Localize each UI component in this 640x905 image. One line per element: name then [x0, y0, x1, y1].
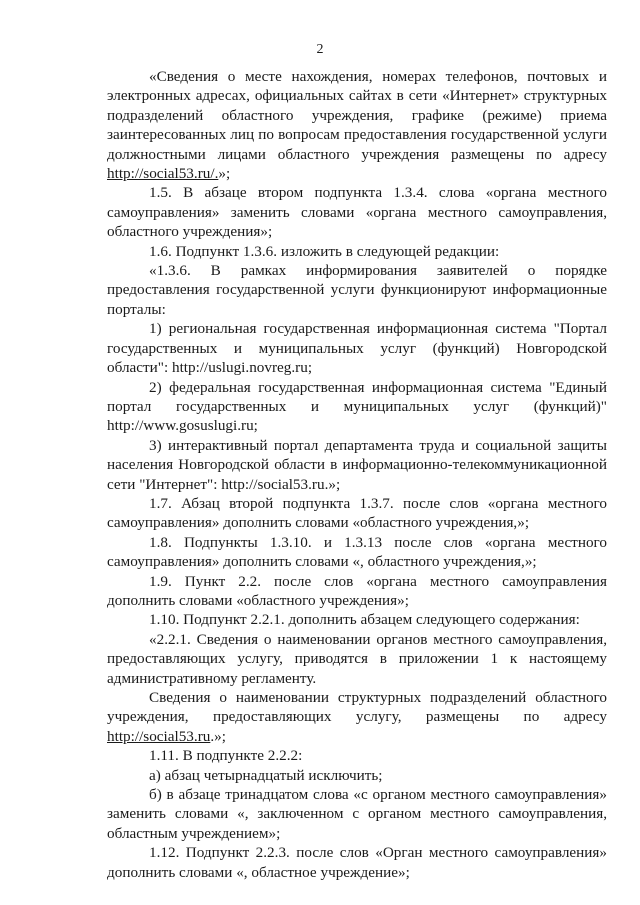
paragraph-portal-3: 3) интерактивный портал департамента труда и социальной защиты населения Новгородской области в информационно-телекоммуникационной сети "Интернет": http://social53.ru.»;: [107, 436, 607, 493]
paragraph-1-6: 1.6. Подпункт 1.3.6. изложить в следующей редакции:: [149, 242, 500, 260]
paragraph-2-2-1: «2.2.1. Сведения о наименовании органов местного самоуправления, предоставляющих услугу, приводятся в приложении 1 к настоящему административному регламенту.: [107, 630, 607, 687]
paragraph-1-11: 1.11. В подпункте 2.2.2:: [149, 747, 303, 765]
paragraph-portal-1: 1) региональная государственная информационная система "Портал государственных и муниципальных услуг (функций) Новгородской области": http://uslugi.novreg.ru;: [107, 320, 607, 377]
paragraph-1-5: 1.5. В абзаце втором подпункта 1.3.4. слова «органа местного самоуправления» заменить словами «органа местного самоуправления, областного учреждения»;: [107, 184, 607, 241]
social53-link[interactable]: http://social53.ru/.: [107, 165, 219, 183]
page-number: 2: [316, 42, 324, 57]
paragraph-contacts-info: [107, 67, 607, 183]
paragraph-item-b: б) в абзаце тринадцатом слова «с органом местного самоуправления» заменить словами «, заключенном с органом местного самоуправления, областным учреждением»;: [107, 786, 607, 842]
paragraph-1-10: 1.10. Подпункт 2.2.1. дополнить абзацем следующего содержания:: [149, 611, 580, 629]
paragraph-1-12: 1.12. Подпункт 2.2.3. после слов «Орган местного самоуправления» дополнить словами «, областное учреждение»;: [107, 844, 607, 881]
paragraph-1-7: 1.7. Абзац второй подпункта 1.3.7. после слов «органа местного самоуправления» дополнить словами «областного учреждения,»;: [107, 494, 607, 532]
paragraph-1-8: 1.8. Подпункты 1.3.10. и 1.3.13 после слов «органа местного самоуправления» дополнить словами «, областного учреждения,»;: [107, 533, 607, 571]
paragraph-text-end: »;: [218, 165, 231, 183]
paragraph-text-end: .»;: [210, 727, 226, 745]
paragraph-1-9: 1.9. Пункт 2.2. после слов «органа местного самоуправления дополнить словами «областного учреждения»;: [107, 572, 607, 609]
paragraph-text: «Сведения о месте нахождения, номерах телефонов, почтовых и электронных адресах, официальных сайтах в сети «Интернет» структурных подразделений областного учреждения, графике (режиме) приема заинтересованных лиц по вопросам предоставления государственной услуги должностными лицами областного учреждения размещены по адресу: [107, 68, 607, 163]
paragraph-item-a: а) абзац четырнадцатый исключить;: [149, 766, 383, 784]
paragraph-1-3-6: «1.3.6. В рамках информирования заявителей о порядке предоставления государственной услуги функционируют информационные порталы:: [107, 262, 607, 318]
social53-link-2[interactable]: http://social53.ru: [107, 727, 211, 745]
document-body: [107, 67, 607, 882]
paragraph-structural-units: [107, 688, 607, 746]
paragraph-text: Сведения о наименовании структурных подразделений областного учреждения, предоставляющих услугу, размещены по адресу: [107, 689, 607, 726]
paragraph-portal-2: 2) федеральная государственная информационная система "Единый портал государственных и муниципальных услуг (функций)" http://www.gosuslugi.ru;: [107, 378, 607, 435]
